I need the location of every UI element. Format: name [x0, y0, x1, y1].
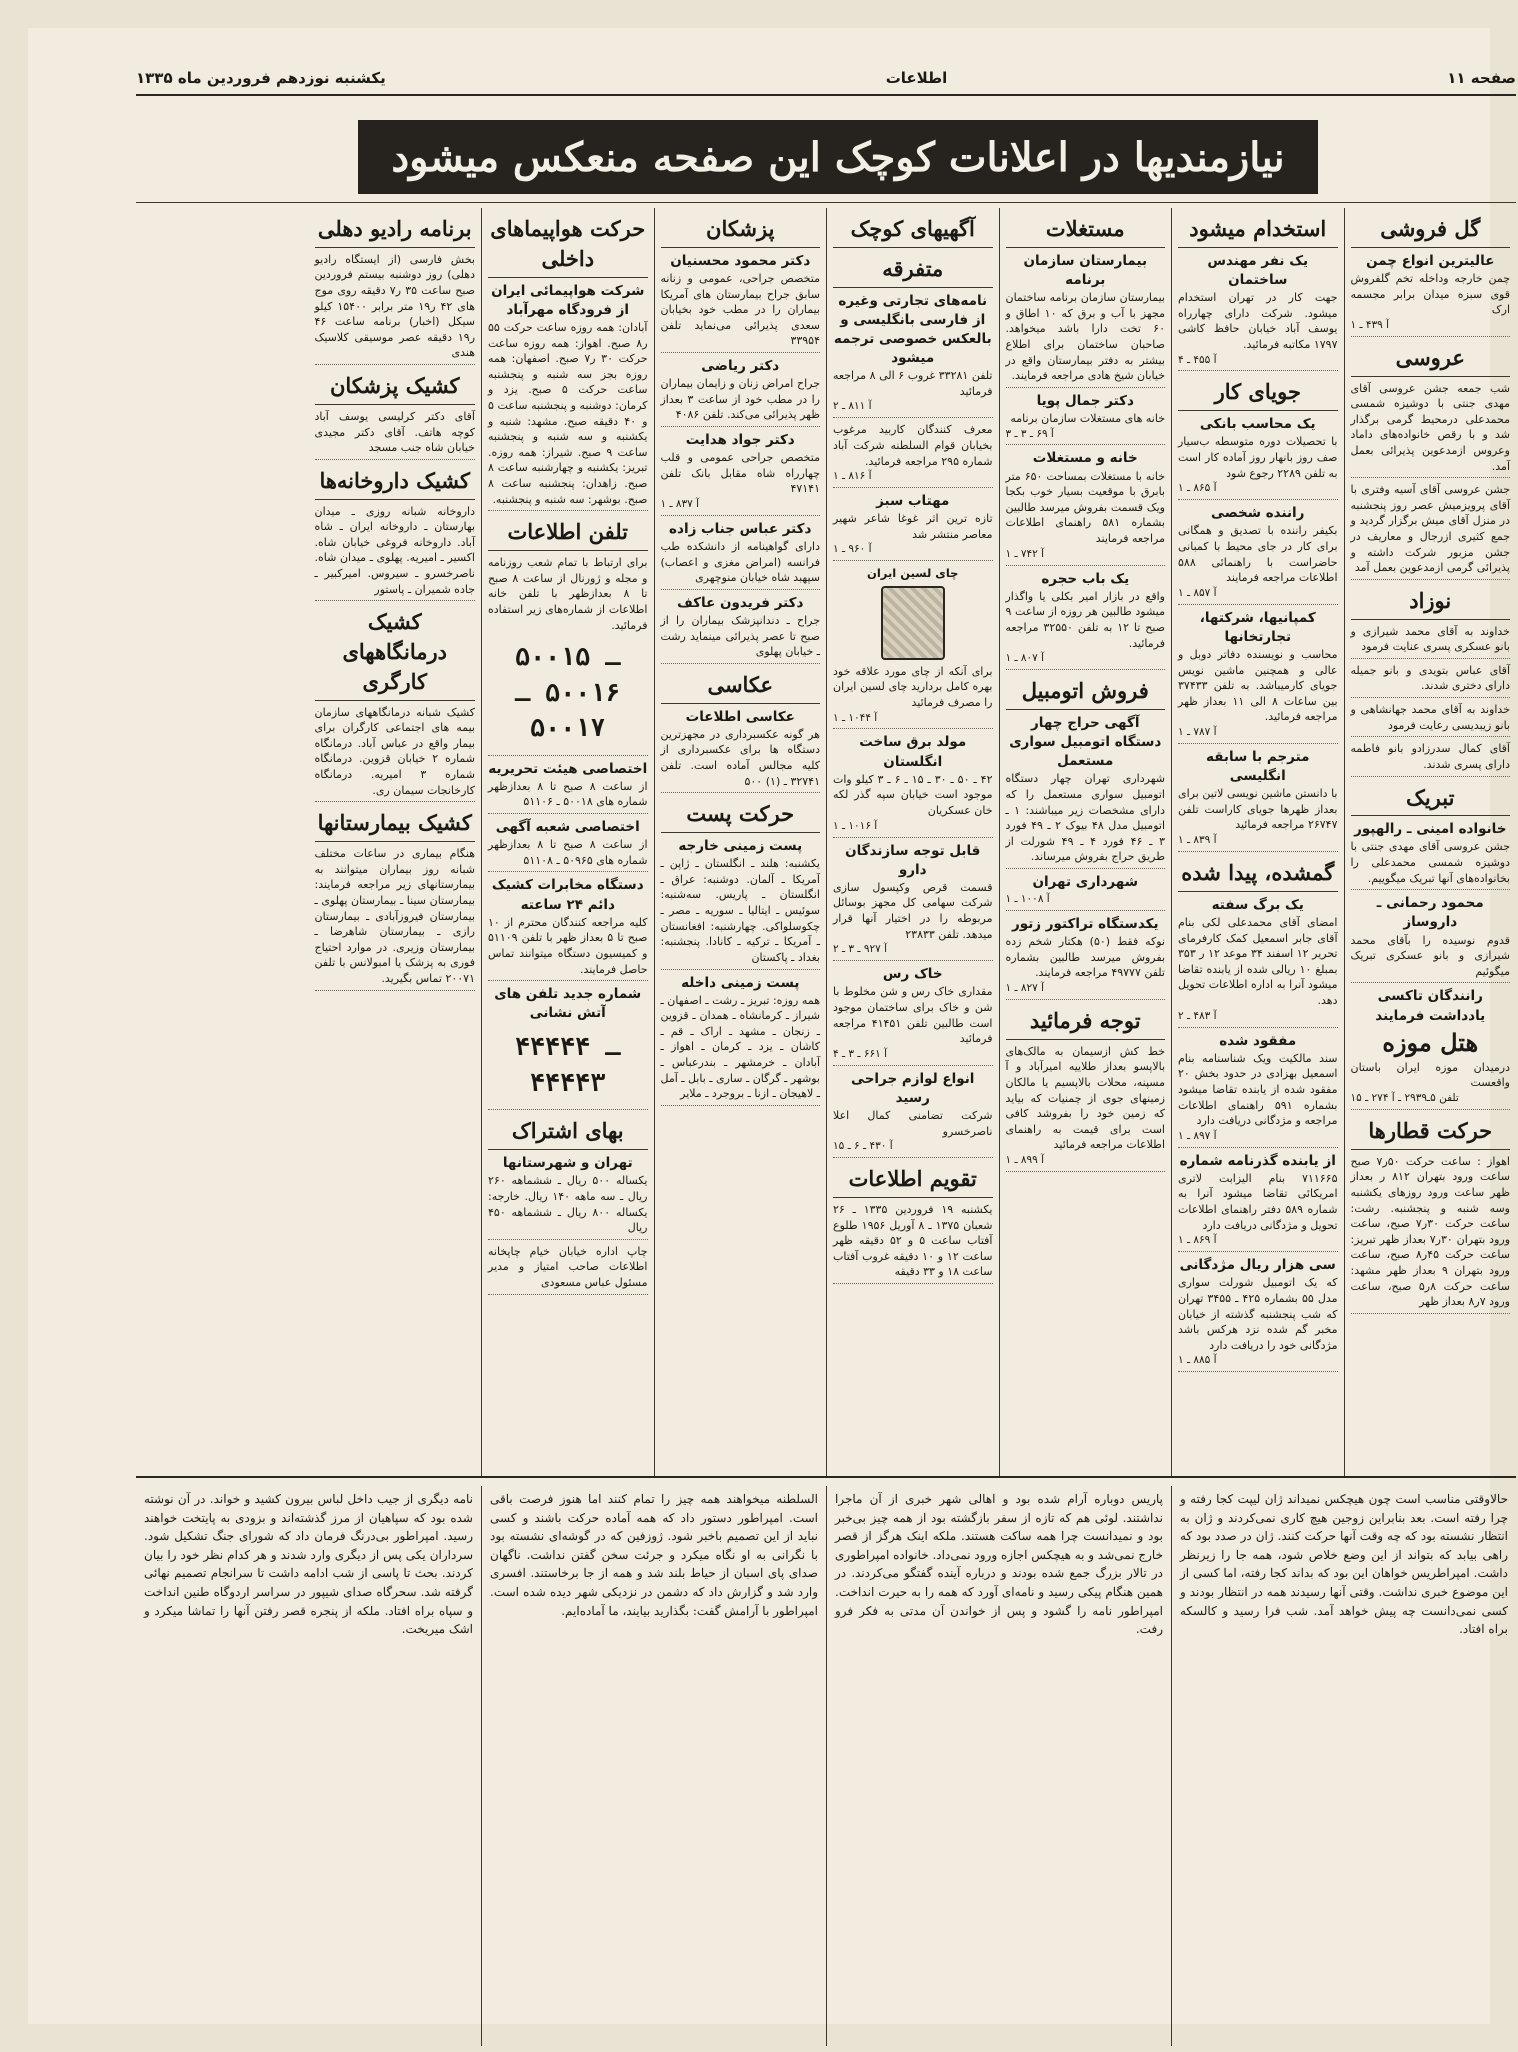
- ad-body: از ساعت ۸ صبح تا ۸ بعدازظهر شماره های ۵۰۰۱۸ ـ ۵۱۱۰۶: [488, 779, 648, 809]
- section-heading: توجه فرمائید: [1006, 1004, 1166, 1040]
- ad-body: ۴۲ ـ ۵۰ ـ ۳۰ ـ ۱۵ ـ ۶ ـ ۳ کیلو وات موجود است خیابان سپه گذر لکه خان عسکریان: [833, 772, 993, 817]
- ad-body: دارای گواهینامه از دانشکده طب فرانسه (امراض مغزی و اعصاب) سپهبد شاه خیابان منوچهری: [660, 540, 820, 585]
- classified-ad: [1178, 748, 1338, 852]
- classified-ad: [833, 422, 993, 488]
- ad-code: آ ۱۰۴۴ ـ ۱: [833, 711, 878, 724]
- classified-ad: [1351, 741, 1511, 776]
- classified-ad: [661, 520, 821, 590]
- ad-body: مقداری خاک رس و شن مخلوط با شن و خاک برای ساختمان موجود است طالبین تلفن ۴۱۴۵۱ مراجعه فرمائید: [833, 985, 993, 1046]
- article-column: [481, 1486, 826, 2046]
- ad-body: بیمارستان سازمان برنامه ساختمان مجهز با آب و برق که ۱۰ اطاق و ۶۰ تخت دارا باشد میخواهد. صاحبان ساختمان برای اطلاع بیشتر به دفتر بیمارستان واقع در خیابان شیخ هادی مراجعه فرمایند.: [1005, 291, 1165, 383]
- ad-body: محاسب و نویسنده دفاتر دوبل و عالی و همچنین ماشین نویس جویای کارمیباشد. به تلفن ۳۷۴۳۳ بین ساعات ۸ الی ۱۱ بعداز ظهر مراجعه فرمائید.: [1178, 647, 1338, 724]
- ad-body: چمن خارجه وداخله تخم گلفروش قوی سبزه میدان برابر مجسمه ارک: [1350, 271, 1510, 317]
- ad-title: عالیترین انواع چمن: [1366, 252, 1495, 269]
- ad-body: داروخانه شبانه روزی ـ میدان بهارستان ـ داروخانه ایران ـ شاه آباد. داروخانه فروغی خیابان شاه. اکسیر ـ امیریه. پهلوی ـ میدان شاه. ناصرخسرو ـ سیروس. امیرکبیر ـ جاده شمیران ـ پاستور: [314, 504, 475, 596]
- section-heading: جویای کار: [1178, 375, 1338, 411]
- classified-ad: [661, 431, 821, 516]
- article-column: [826, 1486, 1171, 2046]
- ad-code: آ ۶۶۱ ـ ۳ ـ ۴: [833, 1047, 887, 1060]
- classified-ad: [661, 594, 821, 664]
- section-heading: مستغلات: [1006, 212, 1166, 248]
- section-heading: پزشکان: [661, 212, 821, 248]
- classified-ad: [1006, 392, 1166, 446]
- ad-code: آ ۸۱۶ ـ ۱: [833, 470, 872, 483]
- ad-body: آبادان: همه روزه ساعت حرکت ۵۵ ر۸ صبح. اهواز: همه روزه ساعت حرکت ۳۰ ر۷ صبح. اصفهان: همه روزه بجز سه شنبه و پنجشنبه ساعت حرکت ۵ صبح. یزد و کرمان: دوشنبه و پنجشنبه ساعت ۵ و ۴۰ دقیقه صبح. مشهد: شنبه و یکشنبه و سه شنبه و پنجشنبه ساعت ۹ صبح. شیراز: همه روزه. تبریز: یکشنبه و چهارشنبه ساعت ۸ صبح. زاهدان: پنجشنبه ساعت ۸ صبح. بوشهر: سه شنبه و پنجشنبه.: [488, 320, 648, 506]
- section-heading: تبریک: [1351, 781, 1511, 817]
- classified-ad: [661, 252, 821, 353]
- ad-body: متخصص جراحی، عمومی و زنانه سابق جراح بیمارستان های آمریکا بیماران را در مطب خود بخیابان سعدی پذیرائی می‌نماید تلفن ۳۳۹۵۴: [660, 271, 820, 348]
- ad-title: رانندگان تاکسی یادداشت فرمایند: [1375, 988, 1486, 1024]
- section-heading: تقویم اطلاعات: [833, 1162, 993, 1198]
- section-heading: برنامه رادیو دهلی: [315, 212, 476, 248]
- ad-body: جشن عروسی آقای مهدی جنتی با دوشیزه شمسی محمدعلی را بخانواده‌های آنها تبریک میگوییم.: [1350, 840, 1510, 885]
- ad-code: آ ۸۹۹ ـ ۱: [1005, 1154, 1045, 1167]
- tea-advert: چای لسین ایران: [867, 566, 959, 581]
- ad-title: یکدستگاه تراکتور زتور: [1011, 916, 1159, 933]
- ad-title: یک نفر مهندس ساختمان: [1207, 252, 1309, 288]
- ad-body: که یک اتومبیل شورلت سواری مدل ۵۵ بشماره ۴۲۵ ـ ۳۴۵۵ تهران که شب پنجشنبه گذشته از خیابان مخبر گم شده نزد هرکس باشد مژدگانی خود را دریافت دارد: [1178, 1276, 1338, 1352]
- classified-ad: [1351, 381, 1511, 479]
- section-heading: کشیک پزشکان: [315, 369, 476, 405]
- classified-ad: [1006, 714, 1166, 869]
- ad-code: آ ۸۶۹ ـ ۱: [1178, 1234, 1217, 1247]
- article-paragraph: حالاوقتی مناسب است چون هیچکس نمیداند ژان لیپت کجا رفته و چرا رفته است. بعد بنابراین زوجین هیچ کاری نمی‌کردند و ژان به انتظار نشسته بود که چه وقت آنها حرکت کنند. ژان در صدد بود که راهی بیابد که بتواند از این وضع خلاص شود، همه جا را زیرنظر داشت. امپراطریس خواهان این بود که بداند کجا رفته، اما کسی از این موضوع خبری نداشت. وقتی آنها رسیدند همه در انتظار بودند و کسی نمی‌دانست چه پیش خواهد آمد. شب فرا رسید و کالسکه براه افتاد.: [1180, 1492, 1508, 1637]
- section-heading: تلفن اطلاعات: [488, 515, 648, 551]
- classified-ad: [488, 1244, 648, 1295]
- section-heading: فروش اتومبیل: [1006, 674, 1166, 710]
- ad-title: آگهی حراج چهار دستگاه اتومبیل سواری مستعمل: [1009, 714, 1162, 770]
- ad-body: خط کش ازسیمان به مالک‌های بالاپسو بعداز طلاییه امیرآباد و آ مسپنه، محلات بالاپسیم یا مالکان زمینهای جوی از چمنیات که بیاید که زمین خود را بفروشد کافی است برای قیمت به راهنمای اطلاعات مراجعه فرمائید: [1005, 1044, 1165, 1152]
- ad-body: درمیدان موزه ایران باستان واقعست: [1350, 1060, 1510, 1090]
- classified-ad: [1178, 609, 1338, 744]
- ad-body: بکیفر راننده با تصدیق و همگانی برای کار در جای محیط با کمبانی حاضراست با راهنمائی ۵۸۸ اطلاعات مراجعه فرمایند: [1178, 524, 1338, 585]
- ad-title: بیمارستان سازمان برنامه: [1023, 252, 1148, 288]
- ad-column: [309, 208, 482, 1476]
- ad-title: اختصاصی شعبه آگهی: [495, 818, 640, 835]
- classified-ad: [833, 733, 993, 837]
- ad-body: تازه ترین اثر غوغا شاعر شهیر معاصر منتشر شد: [833, 512, 993, 541]
- ad-column: [1171, 208, 1344, 1476]
- section-heading: حرکت قطارها: [1351, 1114, 1511, 1150]
- section-heading: بهای اشتراک: [488, 1114, 648, 1150]
- section-heading: استخدام میشود: [1178, 212, 1338, 248]
- ad-body: آقای عباس بتویدی و بانو جمیله دارای دختری شدند.: [1350, 663, 1510, 693]
- classified-ad: [661, 837, 821, 969]
- section-heading: گل فروشی: [1351, 212, 1511, 248]
- ad-column: [481, 208, 654, 1476]
- ad-body: جشن عروسی آقای آسیه وفتری با آقای پرویزمیش عصر روز پنجشنبه در منزل آقای میش برگزار گردید و جمع کثیری ازرجال و معاریف در جشن مزبور شرکت داشته و پذیرائی گرمی ازمدعوین بعمل آمد: [1350, 483, 1510, 575]
- article-paragraph: پاریس دوباره آرام شده بود و اهالی شهر خبری از آن ماجرا نداشتند. لوئی هم که تازه از سفر بازگشته بود از همه چیز بی‌خبر بود و نمیدانست چرا همه ساکت هستند. ملکه اینک هرگز از قصر خارج نمی‌شد و به هیچکس اجازه ورود نمی‌داد. خانواده امپراطوری در تالار بزرگ جمع شده بودند و درباره آینده گفتگو می‌کردند. در همین هنگام پیکی رسید و نامه‌ای آورد که همه را به حیرت انداخت. امپراطور نامه را گشود و پس از خواندن آن مدتی به فکر فرو رفت.: [835, 1492, 1163, 1637]
- classified-ad: [488, 1154, 648, 1240]
- ad-body: امضای آقای محمدعلی لکی بنام آقای جابر اسمعیل کمک کارفرمای تحریر ۱۲ اسفند ۳۴ موعد ۱۲ ر ۳۵۳ بمبلغ ۱۰ ریالی شده از یابنده تقاضا میشود آنرا به اداره اطلاعات تحویل دهد.: [1178, 915, 1338, 1007]
- classified-ad: [1351, 702, 1511, 737]
- classified-ad: [1351, 894, 1511, 983]
- ad-body: جهت کار در تهران استخدام میشود. شرکت دارای چهارراه یوسف آباد خیابان حافظ کاشی ۱۷۹۷ مکاتبه فرمائید.: [1178, 291, 1338, 351]
- classifieds-grid: [136, 208, 1516, 1478]
- classified-ad: [1006, 1044, 1166, 1172]
- ad-title: مفقود شده: [1219, 1032, 1297, 1049]
- classified-ad: [661, 357, 821, 427]
- ad-code: آ ۱۰۰۸ ـ ۱: [1005, 893, 1050, 906]
- ad-body: شب جمعه جشن عروسی آقای مهدی جنتی با دوشیزه شمسی محمدعلی درمحیط گرمی برگذار شد و با رقص خانواده‌های داماد وعروس ازمدعوین پذیرائی بعمل آمد.: [1350, 381, 1510, 473]
- classified-ad: [1351, 663, 1511, 698]
- classified-ad: [1178, 252, 1338, 372]
- ad-code: آ ۸۸۵ ـ ۱: [1178, 1354, 1217, 1367]
- ad-body: یکساله ۵۰۰ ریال ـ ششماهه ۲۶۰ ریال ـ سه ماهه ۱۴۰ ریال. خارجه: یکساله ۸۰۰ ریال ـ ششماهه ۴۵۰ ریال: [488, 1174, 648, 1235]
- ad-body: کلیه مراجعه کنندگان محترم از ۱۰ صبح تا ۵ بعداز ظهر با تلفن ۵۱۱۰۹ و کمیسیون دستگاه میتوانند تماس حاصل فرمایند.: [488, 915, 648, 976]
- classified-ad: [488, 282, 648, 512]
- ad-title: دکتر فریدون عاکف: [677, 594, 804, 611]
- ad-title: شرکت هواپیمائی ایران از فرودگاه مهرآباد: [491, 282, 645, 318]
- ad-code: آ ۸۹۷ ـ ۱: [1178, 1129, 1217, 1142]
- classified-ad: [488, 555, 648, 756]
- ad-title: پست زمینی خارجه: [678, 838, 803, 855]
- classified-ad: [833, 565, 993, 729]
- ad-code: آ ۷۸۷ ـ ۱: [1178, 726, 1217, 739]
- classified-ad: [315, 409, 476, 460]
- classified-ad: [833, 965, 993, 1066]
- issue-date: یکشنبه نوزدهم فروردین ماه ۱۳۳۵: [136, 69, 386, 87]
- ad-title: سی هزار ریال مژدگانی: [1179, 1257, 1336, 1274]
- section-heading: حرکت پست: [661, 797, 821, 833]
- ad-body: اهواز : ساعت حرکت ۵۰ر۷ صبح ساعت ورود بتهران ۸۱۲ ر بعداز ظهر ساعت ورود روزهای یکشنبه وسه شنبه و پنجشنبه. رشت: ساعت حرکت ۳۰ر۷ صبح، ساعت ورود بتهران ۳۰ر۷ بعداز ظهر تبریز: ساعت حرکت ۴۵ر۸ صبح، ساعت ورود بتهران ۹ بعداز ظهر مشهد: ساعت حرکت ۸ر۵ صبح، ساعت ورود ۷ر۸ بعداز ظهر: [1350, 1154, 1511, 1309]
- ad-code: آ ۸۰۷ ـ ۱: [1005, 652, 1045, 665]
- classified-ad: [833, 292, 993, 419]
- classified-ad: [1351, 987, 1511, 1110]
- ad-code: آ ۴۳۹ ـ ۱: [1350, 318, 1390, 331]
- ad-title: دکتر محمود محسنیان: [670, 252, 811, 269]
- classified-ad: [488, 876, 648, 981]
- ad-body: خانه های مستغلات سازمان برنامه: [1010, 411, 1165, 425]
- ad-code: آ ۱۰۱۶ ـ ۱: [833, 819, 878, 832]
- ad-body: از ساعت ۸ صبح تا ۸ بعدازظهر شماره های ۵۰۹۶۵ ـ ۵۱۱۰۸: [488, 838, 648, 867]
- ad-body: معرف کنندگان کاربید مرغوب بخیابان قوام السلطنه شرکت آباد شماره ۲۹۵ مراجعه فرمائید.: [833, 423, 993, 468]
- classified-ad: [1178, 896, 1338, 1028]
- ad-code: آ ۷۴۲ ـ ۱: [1005, 547, 1045, 560]
- ad-code: آ ۸۳۹ ـ ۱: [1178, 834, 1217, 847]
- section-heading: گمشده، پیدا شده: [1178, 856, 1338, 892]
- ad-body: همه روزه: تبریز ـ رشت ـ اصفهان ـ شیراز ـ کرمانشاه ـ همدان ـ قزوین ـ زنجان ـ مشهد ـ اراک ـ قم ـ کاشان ـ یزد ـ کرمان ـ اهواز ـ آبادان ـ خرمشهر ـ بندرعباس ـ بوشهر ـ گرگان ـ ساری ـ بابل ـ آمل ـ لاهیجان ـ ازنا ـ بروجرد ـ ملایر: [660, 993, 820, 1101]
- ad-code: آ ۹۶۰ ـ ۱: [833, 543, 872, 556]
- ad-body: جراح ـ دندانپزشک بیماران را از صبح تا عصر پذیرائی مینماید رشت ـ خیابان پهلوی: [660, 614, 820, 659]
- ad-title: راننده شخصی: [1211, 505, 1305, 522]
- classified-ad: [1006, 449, 1166, 565]
- ad-title: انواع لوازم جراحی رسید: [851, 1070, 975, 1106]
- ad-title: از یابنده گذرنامه شماره: [1179, 1152, 1336, 1169]
- ad-title: خانه و مستغلات: [1032, 450, 1138, 467]
- ad-body: قسمت قرص وکپسول سازی شرکت سهامی کل مجهز بوسائل مربوطه را در اختیار آنها قرار میدهد. تلفن ۲۳۸۳۳: [833, 880, 993, 941]
- ad-title: نامه‌های تجارتی وغیره از فارسی بانگلیسی و بالعکس خصوصی ترجمه میشود: [833, 292, 992, 367]
- running-head: [136, 62, 1516, 96]
- serial-article: [136, 1486, 1516, 2046]
- ad-title: محمود رحمانی ـ داروساز: [1376, 895, 1484, 931]
- ad-title: مهتاب سبز: [876, 493, 950, 510]
- ad-title: کمپانیها، شرکتها، تجارتخانها: [1199, 609, 1316, 645]
- ad-body: بخش فارسی (از ایستگاه رادیو دهلی) روز دوشنبه بیستم فروردین صبح ساعت ۳۵ ر۷ دقیقه روی موج های ۴۲ ر۱۹ متر برابر ۱۵۴۰۰ کیلو سیکل (اخبار) برنامه ساعت ۴۶ ر۱۹ دقیقه عصر موسیقی کلاسیک هندی: [314, 252, 476, 360]
- ad-title: دکتر جمال پویا: [1036, 392, 1134, 409]
- ad-title: دکتر عباس جناب زاده: [669, 520, 812, 537]
- classified-ad: [315, 504, 476, 602]
- section-heading: عروسی: [1351, 341, 1511, 377]
- ad-title: قابل توجه سازندگان دارو: [845, 842, 981, 878]
- ad-title: دکتر ریاضی: [701, 358, 780, 375]
- classified-ad: [833, 1070, 993, 1158]
- ad-title: خاک رس: [882, 966, 943, 983]
- ad-code: آ ۸۳۷ ـ ۱: [660, 497, 700, 510]
- ad-body: یکشنبه ۱۹ فروردین ۱۳۳۵ ـ ۲۶ شعبان ۱۳۷۵ ـ ۸ آوریل ۱۹۵۶ طلوع آفتاب ساعت ۵ و ۵۲ دقیقه ظهر ساعت ۱۲ و ۱۰ دقیقه غروب آفتاب ساعت ۱۸ و ۳۳ دقیقه: [833, 1202, 993, 1279]
- classified-ad: [1351, 820, 1511, 890]
- ad-body: جراح امراض زنان و زایمان بیماران را در مطب خود از ساعت ۳ بعداز ظهر پذیرائی می‌کند. تلفن ۴۰۸۶: [660, 377, 820, 422]
- ad-title: دکتر جواد هدایت: [685, 432, 795, 448]
- article-column: [1171, 1486, 1516, 2046]
- ad-column: [1344, 208, 1517, 1476]
- ad-code: آ ۴۳۰ ـ ۶ ـ ۱۵: [833, 1140, 893, 1153]
- ad-code: آ ۴۸۳ ـ ۲: [1178, 1009, 1217, 1022]
- ad-body: شرکت تضامنی کمال اعلا ناصرخسرو: [833, 1108, 993, 1138]
- ad-code: آ ۴۵۵ ـ ۴: [1178, 353, 1217, 366]
- classified-ad: [661, 974, 821, 1106]
- classified-ad: [315, 252, 476, 365]
- ad-code: آ ۹۲۷ ـ ۳ ـ ۲: [833, 943, 887, 956]
- ad-code: تلفن ۵ـ۲۹۳۹ ـ آ ۲۷۴ ـ ۱۵: [1350, 1092, 1459, 1105]
- ad-title: اختصاصی هیئت تحریریه: [488, 760, 648, 777]
- classified-ad: [833, 842, 993, 962]
- section-heading: آگهیهای کوچک: [833, 212, 993, 248]
- ad-body: قدوم نوسیده را بآقای محمد شیرازی و بانو عسکری تبریک میگوئیم: [1350, 933, 1510, 978]
- ad-body: با دانستن ماشین نویسی لاتین برای بعداز ظهرها جویای کاراست تلفن ۲۶۷۴۷ مراجعه فرمائید: [1178, 787, 1338, 832]
- classified-ad: [1178, 1032, 1338, 1148]
- ad-body: ۷۱۱۶۶۵ بنام الیزابت لاتری امریکائی تقاضا میشود آنرا به شماره ۵۸۹ دفتر راهنمای اطلاعات تحویل و مژدگانی دریافت دارد: [1178, 1171, 1338, 1232]
- classified-ad: [1351, 482, 1511, 580]
- ad-column: [654, 208, 827, 1476]
- ad-column: [826, 208, 999, 1476]
- classified-ad: [1006, 570, 1166, 671]
- ad-column: [999, 208, 1172, 1476]
- section-heading: کشیک درمانگاههای کارگری: [315, 605, 476, 700]
- classified-ad: [1351, 1154, 1511, 1314]
- ad-body: چاپ اداره خیابان خیام چاپخانه اطلاعات صاحب امتیاز و مدیر مسئول عباس مسعودی: [488, 1244, 648, 1290]
- classified-ad: [315, 846, 476, 990]
- classified-ad: [1006, 252, 1166, 388]
- phone-numbers: ۵۰۰۱۵ ـ ۵۰۰۱۶ ـ ۵۰۰۱۷: [515, 642, 621, 743]
- classified-ad: [1178, 415, 1338, 500]
- section-heading: عکاسی: [661, 668, 821, 704]
- ad-title: خانواده امینی ـ رالهپور: [1354, 821, 1507, 838]
- section-heading: حرکت هواپیماهای داخلی: [488, 212, 648, 278]
- section-heading: کشیک داروخانه‌ها: [315, 464, 476, 500]
- ad-body: شهرداری تهران چهار دستگاه اتومبیل سواری مستعمل را که دارای مشخصات زیر میباشند: ۱ ـ اتومبیل مدل ۴۸ بیوک ۲ ـ ۴۹ فورد ۳ ـ ۴۶ فورد ۴ ـ ۴۹ شورلت از طریق حراج بفروش میرساند.: [1005, 772, 1165, 864]
- ad-code: آ ۶۹ ـ ۳ ـ ۳: [1005, 427, 1054, 440]
- tea-can-illustration: [881, 586, 945, 660]
- classifieds-banner: نیازمندیها در اعلانات کوچک این صفحه منعکس میشود: [358, 120, 1318, 194]
- ad-body: نوکه فقط (۵۰) هکتار شخم زده بفروش میرسد طالبین بشماره تلفن ۴۹۷۷۷ مراجعه فرمایند.: [1005, 935, 1165, 980]
- classified-ad: [488, 985, 648, 1110]
- classified-ad: [1006, 873, 1166, 911]
- classified-ad: [833, 1202, 993, 1284]
- ad-body: واقع در بازار امیر بکلی یا واگذار میشود طالبین هر روزه از ساعت ۹ صبح تا ۱۲ به تلفن ۳۲۵۵۰ مراجعه فرمائید.: [1005, 589, 1165, 650]
- classified-ad: [488, 760, 648, 814]
- article-paragraph: السلطنه میخواهند همه چیز را تمام کنند اما هنوز فرصت باقی است. امپراطور دستور داد که همه آماده حرکت باشند و کسی نباید از این تصمیم باخبر شود. ژوزفین که در گوشه‌ای نشسته بود با نگرانی به او نگاه میکرد و جرئت سخن گفتن نداشت. ناگهان صدای پای اسبان از حیاط بلند شد و همه از جا برخاستند. افسری وارد شد و گزارش داد که دشمن در نزدیکی شهر دیده شده است. امپراطور با آرامش گفت: بگذارید بیایند، ما آماده‌ایم.: [490, 1492, 819, 1618]
- page-number: صفحه ۱۱: [1447, 69, 1516, 87]
- ad-body: با تحصیلات دوره متوسطه ب‌سیار صف روز بانهار روز آماده کار است به تلفن ۲۲۸۹ رجوع شود: [1178, 435, 1338, 480]
- ad-body: خداوند به آقای محمد شیرازی و بانو عسکری پسری عنایت فرمود: [1350, 624, 1510, 654]
- article-paragraph: نامه دیگری از جیب داخل لباس بیرون کشید و خواند. در آن نوشته شده بود که سپاهیان از مرز گذشته‌اند و بزودی به پایتخت خواهند رسید. امپراطور بی‌درنگ فرمان داد که شورای جنگ تشکیل شود. سرداران یکی پس از دیگری وارد شدند و هر کدام نظر خود را بیان کردند. بحث تا پاسی از شب ادامه داشت تا سرانجام تصمیم نهائی گرفته شد. سحرگاه صدای شیپور در سراسر اردوگاه طنین انداخت و سپاه براه افتاد. ملکه از پنجره قصر رفتن آنها را تماشا میکرد و اشک میریخت.: [144, 1492, 473, 1637]
- ad-title: عکاسی اطلاعات: [685, 708, 795, 725]
- classified-ad: [488, 818, 648, 872]
- ad-body: آقای کمال سدرزادو بانو فاطمه دارای پسری شدند.: [1350, 742, 1510, 771]
- ad-title: یک محاسب بانکی: [1199, 416, 1316, 433]
- section-heading: کشیک بیمارستانها: [315, 806, 476, 842]
- ad-body: برای آنکه از چای مورد علاقه خود بهره کامل بردارید چای لسین ایران را مصرف فرمائید: [833, 664, 993, 709]
- classified-ad: [1351, 624, 1511, 659]
- ad-code: آ ۸۲۷ ـ ۱: [1005, 982, 1045, 995]
- ad-body: کشیک شبانه درمانگاههای سازمان بیمه های اجتماعی کارگران برای بیمار واقع در عباس آباد. درمانگاه شماره ۲ خیابان قزوین. درمانگاه شماره ۳ امیریه. درمانگاه کارخانجات سیمان ری.: [314, 705, 476, 797]
- section-heading: نوزاد: [1351, 584, 1511, 620]
- ad-title: یک باب حجره: [1041, 570, 1130, 587]
- ad-title: مولد برق ساخت انگلستان: [859, 734, 967, 770]
- ad-code: آ ۸۱۱ ـ ۲: [833, 400, 872, 413]
- ad-body: خانه با مستغلات بمساحت ۶۵۰ متر بابرق با موقعیت بسیار خوب بکجا ویک قسمت بفروش میرسد طالبین بشماره ۵۸۱ راهنمای اطلاعات مراجعه فرمایند: [1005, 469, 1165, 546]
- ad-title: یک برگ سفته: [1211, 896, 1304, 913]
- ad-body: یکشنبه: هلند ـ انگلستان ـ ژاپن ـ آمریکا ـ آلمان. دوشنبه: عراق ـ انگلستان ـ پاریس. سه‌شنبه: سوئیس ـ ایتالیا ـ سوریه ـ مصر ـ چکوسلواکی. چهارشنبه: افغانستان ـ آمریکا ـ ترکیه ـ کانادا. پنجشنبه: بغداد ـ پاکستان: [660, 857, 820, 964]
- ad-title: مترجم با سابقه انگلیسی: [1206, 748, 1310, 785]
- ad-code: آ ۸۶۵ ـ ۱: [1178, 482, 1217, 495]
- newspaper-page: [28, 28, 1516, 2024]
- ad-body: هنگام بیماری در ساعات مختلف شبانه روز بیماران میتوانند به بیمارستانهای زیر مراجعه فرمایند: بیمارستان سینا ـ بیمارستان پهلوی ـ بیمارستان فیروزآبادی ـ بیمارستان رازی ـ بیمارستان شاهرضا ـ بیمارستان وزیری. در موارد احتیاج فوری به پزشک یا امبولانس با تلفن ۲۰۰۷۱ تماس بگیرید.: [314, 847, 475, 985]
- ad-title: تهران و شهرستانها: [502, 1155, 633, 1172]
- ad-body: خداوند به آقای محمد جهانشاهی و بانو زیبدیسی رعایت فرمود: [1350, 703, 1510, 732]
- classified-ad: [661, 708, 821, 794]
- ad-body: برای ارتباط با تمام شعب روزنامه و مجله و ژورنال از ساعت ۸ صبح تا ۸ بعدازظهر با تلفن خانه اطلاعات از شماره‌های زیر استفاده فرمائید.: [488, 556, 648, 632]
- ad-title: شهرداری تهران: [1032, 874, 1138, 890]
- ad-title: شماره جدید تلفن های آتش نشانی: [494, 986, 642, 1022]
- ad-body: آقای دکتر کرلیسی یوسف آباد کوچه هاتف. آقای دکتر مجیدی خیابان شاه جنب مسجد: [314, 409, 475, 455]
- ad-body: تلفن ۳۳۲۸۱ غروب ۶ الی ۸ مراجعه فرمائید: [833, 369, 993, 398]
- ad-body: متخصص جراحی عمومی و قلب چهارراه شاه مقابل بانک تلفن ۴۷۱۴۱: [660, 451, 820, 496]
- banner-rule: [136, 202, 1516, 203]
- ad-title: دستگاه مخابرات کشیک دائم ۲۴ ساعته: [491, 877, 644, 913]
- classified-ad: [1006, 915, 1166, 1000]
- ad-code: آ ۸۵۷ ـ ۱: [1178, 586, 1217, 599]
- ad-body: سند مالکیت ویک شناسنامه بنام اسمعیل بهزادی در حدود بخش ۲۰ مفقود شده از یابنده تقاضا میشود بشماره ۵۹۱ راهنمای اطلاعات مراجعه و مژدگانی دریافت دارد: [1178, 1051, 1338, 1128]
- classified-ad: [1351, 252, 1511, 337]
- article-column: [136, 1486, 481, 2046]
- section-heading: متفرقه: [833, 252, 993, 288]
- ad-body: هر گونه عکسبرداری در مجهزترین دستگاه ها برای عکسبرداری از کلیه مجالس آماده است. تلفن ۳۲۷۴۱ ـ (۱) ۵۰۰: [660, 727, 820, 788]
- ad-title: پست زمینی داخله: [681, 974, 800, 991]
- classified-ad: [1178, 1152, 1338, 1253]
- phone-numbers: ۴۴۴۴۴ ـ ۴۴۴۴۳: [515, 1032, 621, 1097]
- classified-ad: [1178, 504, 1338, 605]
- classified-ad: [1178, 1256, 1338, 1372]
- classified-ad: [833, 492, 993, 561]
- hotel-name: هتل موزه: [1382, 1027, 1479, 1057]
- newspaper-name: اطلاعات: [885, 69, 948, 87]
- classified-ad: [315, 705, 476, 803]
